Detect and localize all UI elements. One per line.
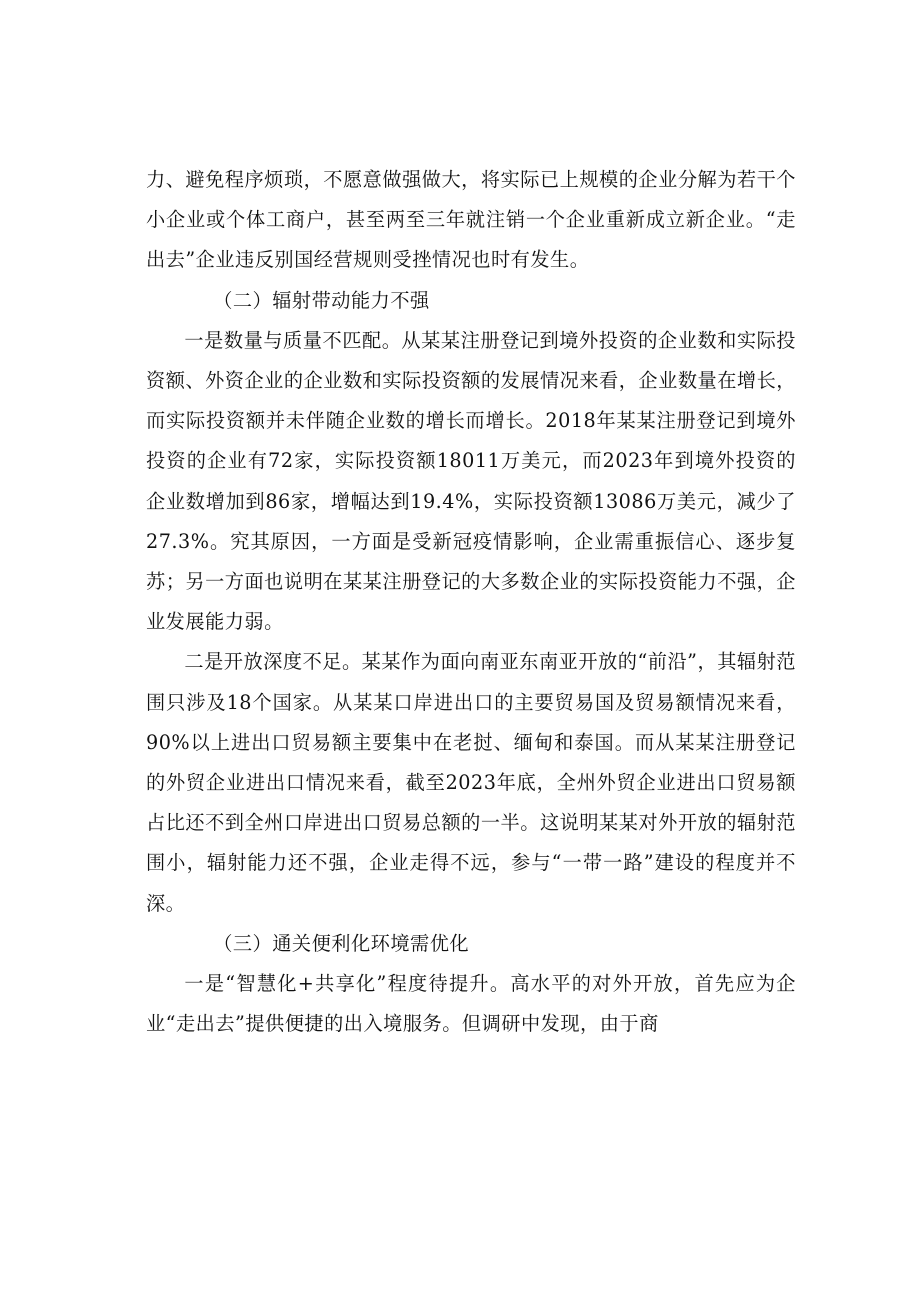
section-heading-3: （三）通关便利化环境需优化 xyxy=(213,931,470,955)
paragraph-opening-depth: 二是开放深度不足。某某作为面向南亚东南亚开放的“前沿”，其辐射范围只涉及18个国家。从某某口岸进出口的主要贸易国及贸易额情况来看，90%以上进出口贸易额主要集中在老挝、缅甸和泰国。而从某某注册登记的外贸企业进出口情况来看，截至2023年底，全州外贸企业进出口贸易额占比还不到全州口岸进出口贸易总额的一半。这说明某某对外开放的辐射范围小，辐射能力还不强，企业走得不远，参与“一带一路”建设的程度并不深。 xyxy=(146,650,796,915)
paragraph-continuation: 力、避免程序烦琐，不愿意做强做大，将实际已上规模的企业分解为若干个小企业或个体工商户，甚至两至三年就注销一个企业重新成立新企业。“走出去”企业违反别国经营规则受挫情况也时有发生。 xyxy=(146,168,796,272)
document-page xyxy=(146,160,796,1044)
paragraph-smart-sharing: 一是“智慧化+共享化”程度待提升。高水平的对外开放，首先应为企业“走出去”提供便捷的出入境服务。但调研中发现，由于商 xyxy=(146,972,796,1036)
paragraph-quantity-quality: 一是数量与质量不匹配。从某某注册登记到境外投资的企业数和实际投资额、外资企业的企业数和实际投资额的发展情况来看，企业数量在增长，而实际投资额并未伴随企业数的增长而增长。2018年某某注册登记到境外投资的企业有72家，实际投资额18011万美元，而2023年到境外投资的企业数增加到86家，增幅达到19.4%，实际投资额13086万美元，减少了27.3%。究其原因，一方面是受新冠疫情影响，企业需重振信心、逐步复苏；另一方面也说明在某某注册登记的大多数企业的实际投资能力不强，企业发展能力弱。 xyxy=(146,328,796,634)
section-heading-2: （二）辐射带动能力不强 xyxy=(213,288,430,312)
